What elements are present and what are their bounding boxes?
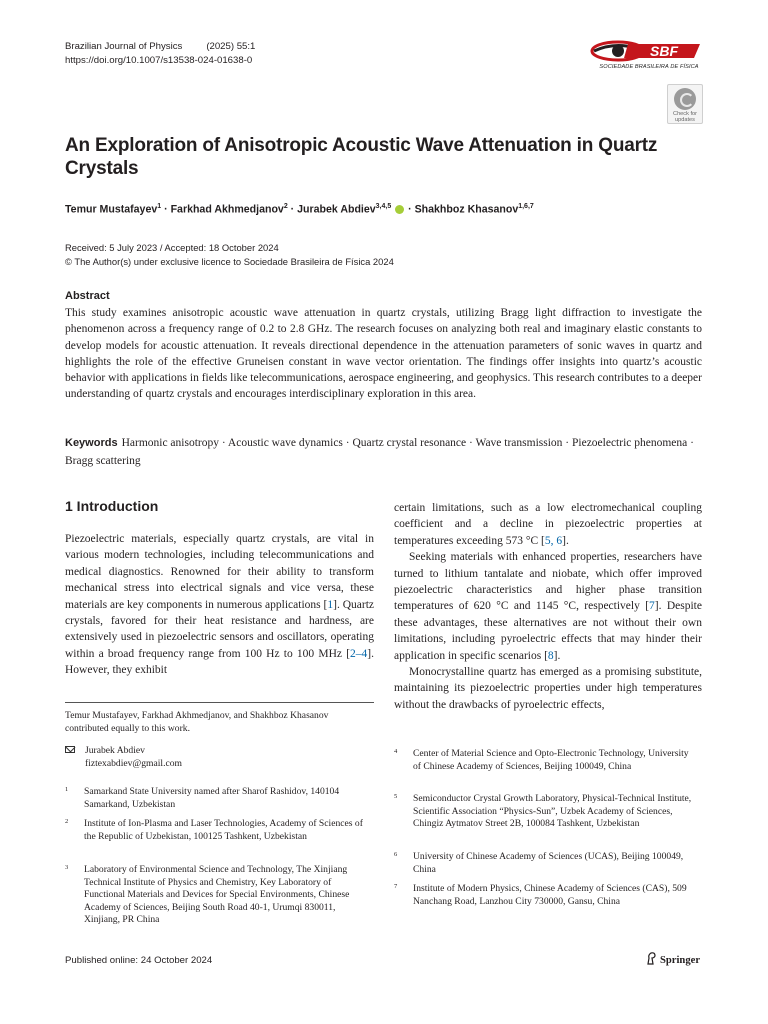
- intro-right-column: [394, 500, 702, 713]
- publisher-name: Springer: [660, 955, 701, 966]
- refresh-icon: [674, 88, 696, 110]
- affiliation-item: 2 Institute of Ion-Plasma and Laser Technologies, Academy of Sciences of the Republic of Uzbekistan, 100125 Tashkent, Uzbekistan: [65, 818, 363, 842]
- author-name[interactable]: Jurabek Abdiev: [297, 203, 376, 216]
- affiliation-item: 7 Institute of Modern Physics, Chinese Academy of Sciences (CAS), 509 Nanchang Road, Lanzhou City 730000, Gansu, China: [394, 883, 687, 907]
- author-name[interactable]: Temur Mustafayev: [65, 203, 158, 216]
- author-affiliation: 3,4,5: [375, 203, 392, 210]
- journal-name: Brazilian Journal of Physics: [65, 41, 183, 52]
- affiliation-item: 1 Samarkand State University named after Sharof Rashidov, 140104 Samarkand, Uzbekistan: [65, 786, 340, 810]
- author-affiliation: 1,6,7: [518, 203, 534, 210]
- citation-link[interactable]: 1: [327, 598, 334, 611]
- intro-paragraph: Piezoelectric materials, especially quartz crystals, are vital in various modern technologies, including telecommunications and medical diagnostics. Renowned for their ability to transform mechanical stress into electrical signals and vice versa, these materials are key components in numerous applications [1]. Quartz crystals, favored for their heat resistance and hardness, are extensively used in piezoelectric sensors and oscillators, operating within a broad frequency range from 100 Hz to 100 MHz [2–4]. However, they exhibit: [65, 533, 375, 677]
- check-for-updates-badge[interactable]: [667, 84, 703, 124]
- keywords-block: [65, 435, 702, 470]
- citation: (2025) 55:1: [206, 41, 256, 52]
- section-heading-introduction: 1 Introduction: [65, 498, 159, 514]
- author-affiliation: 1: [157, 203, 162, 210]
- copyright-line: © The Author(s) under exclusive licence to Sociedade Brasileira de Física 2024: [65, 255, 394, 267]
- journal-citation-line: [65, 41, 255, 52]
- author-affiliation: 2: [283, 203, 288, 210]
- abstract-text: This study examines anisotropic acoustic wave attenuation in quartz crystals, utilizing Bragg light diffraction to investigate the phenomenon across a frequency range of 0.2 to 2.8 GHz. The research focuses on analyzing both real and imaginary elastic constants to develop models for acoustic attenuation. It reveals directional dependence in the attenuation parameters of sonic waves in quartz and highlights the role of the effective Gruneisen constant in wave vector orientation. The findings offer insights into quartz’s acoustic behavior with applications in fields like telecommunications, aerospace engineering, and geophysics. This research contributes to a deeper understanding of quartz crystals and encourages interdisciplinary exploration in this area.: [65, 307, 702, 401]
- affiliation-item: 4 Center of Material Science and Opto-Electronic Technology, University of Chinese Academy of Sciences, Beijing 100049, China: [394, 748, 689, 772]
- springer-horse-icon: [646, 952, 657, 965]
- citation-link[interactable]: 2–4: [350, 647, 368, 660]
- correspondence-block: [65, 745, 182, 770]
- citation-link[interactable]: 5, 6: [544, 534, 563, 547]
- keywords-list: Harmonic anisotropy · Acoustic wave dynamics · Quartz crystal resonance · Wave transmission · Piezoelectric phenomena · Bragg scattering: [65, 437, 694, 467]
- corresponding-email[interactable]: fiztexabdiev@gmail.com: [85, 757, 183, 769]
- affiliation-item: 3 Laboratory of Environmental Science and Technology, The Xinjiang Technical Institute of Physics and Chemistry, Key Laboratory of Functional Materials and Devices for Special Environments, Chinese Academy of Sciences, Beijing South Road 40-1, Urumqi 830011, Xinjiang, PR China: [65, 864, 350, 926]
- sbf-tagline: SOCIEDADE BRASILEIRA DE FÍSICA: [599, 64, 699, 70]
- check-for-label: Check for: [673, 111, 697, 117]
- intro-left-column: [65, 531, 374, 679]
- doi-link[interactable]: https://doi.org/10.1007/s13538-024-01638-0: [65, 55, 253, 66]
- affiliation-item: 6 University of Chinese Academy of Sciences (UCAS), Beijing 100049, China: [394, 851, 684, 875]
- keywords-label: Keywords: [65, 437, 118, 449]
- author-name[interactable]: Farkhad Akhmedjanov: [170, 203, 284, 216]
- sbf-logo-text: SBF: [650, 43, 678, 59]
- citation-link[interactable]: 7: [649, 600, 655, 613]
- article-title: An Exploration of Anisotropic Acoustic Wave Attenuation in Quartz Crystals: [65, 135, 658, 179]
- orcid-icon[interactable]: [395, 205, 404, 214]
- envelope-icon: [65, 746, 75, 753]
- intro-paragraph: Monocrystalline quartz has emerged as a promising substitute, maintaining its piezoelectric properties under high temperatures without the drawbacks of pyroelectric effects,: [394, 666, 702, 711]
- updates-label: updates: [675, 117, 695, 123]
- received-accepted: Received: 5 July 2023 / Accepted: 18 October 2024: [65, 242, 279, 253]
- contribution-note: Temur Mustafayev, Farkhad Akhmedjanov, and Shakhboz Khasanov contributed equally to this work.: [65, 710, 329, 734]
- footnote-divider: [65, 702, 374, 703]
- article-dates: [65, 241, 394, 268]
- affiliation-item: 5 Semiconductor Crystal Growth Laboratory, Physical-Technical Institute, Scientific Association “Physics-Sun”, Uzbek Academy of Sciences, Chingiz Aytmatov Street 2B, 100084 Tashkent, Uzbekistan: [394, 793, 692, 830]
- sbf-logo: [588, 36, 704, 76]
- springer-logo: [646, 952, 700, 966]
- author-list: Temur Mustafayev$^1$ · Farkhad Akhmedjanov$^2$ · Jurabek Abdiev$^{3,4,5}$ · Shakhboz Khasanov$^{1,6,7}$: [65, 203, 534, 216]
- published-online: Published online: 24 October 2024: [65, 955, 213, 966]
- abstract-heading: Abstract: [65, 290, 110, 302]
- author-name[interactable]: Shakhboz Khasanov: [414, 203, 519, 216]
- intro-paragraph: certain limitations, such as a low electromechanical coupling coefficient and a decline in piezoelectric properties at temperatures exceeding 573 °C [5, 6].: [394, 502, 702, 547]
- corresponding-author: Jurabek Abdiev: [85, 745, 145, 756]
- intro-paragraph: Seeking materials with enhanced properties, researchers have turned to lithium tantalate and niobate, which offer improved piezoelectric characteristics and higher phase transition temperatures of 620 °C and 1145 °C, respectively [7]. Despite these advantages, these alternatives are not without their own limitations, including pyroelectric effects that may hinder their application in specific scenarios [8].: [394, 551, 702, 662]
- citation-link[interactable]: 8: [547, 649, 554, 662]
